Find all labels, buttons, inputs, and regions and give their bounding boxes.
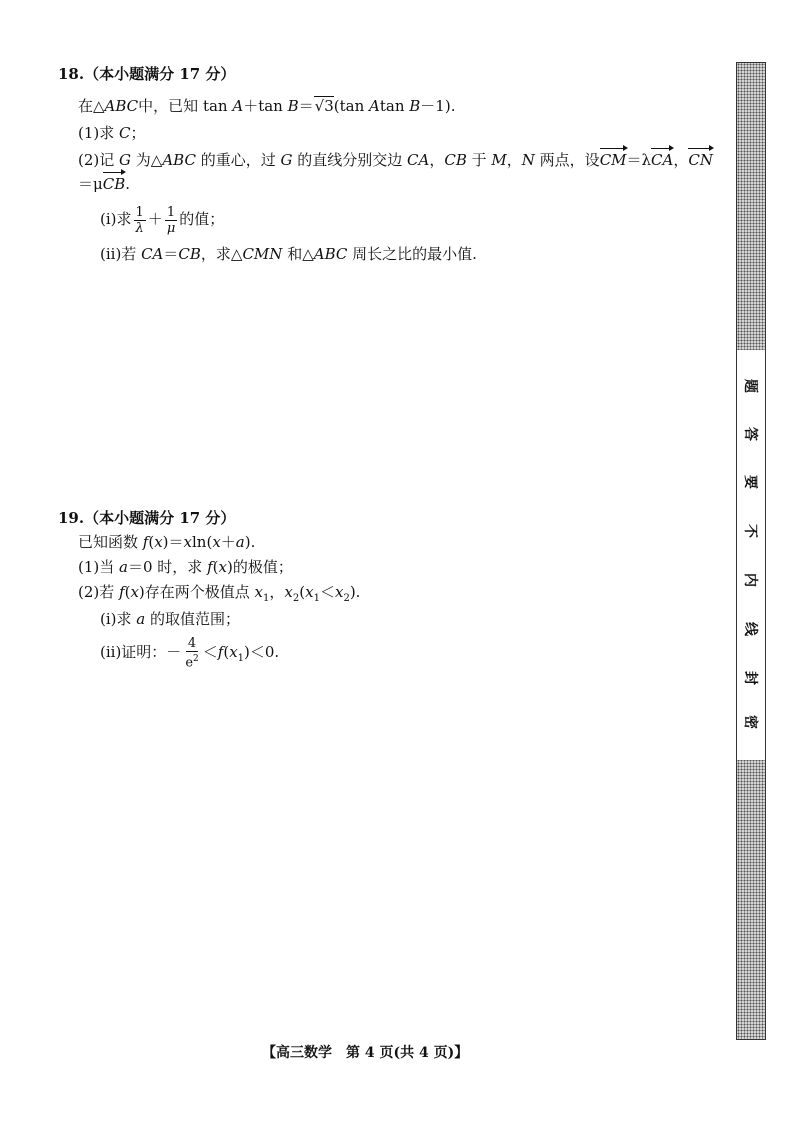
q19-var: x bbox=[284, 583, 293, 601]
q19-var: f bbox=[119, 583, 125, 601]
q18-stem-text: ＝ bbox=[298, 97, 314, 115]
q19-part1-text: (1)当 bbox=[78, 558, 120, 576]
seal-char: 要 bbox=[742, 475, 758, 489]
q19-var: f bbox=[142, 533, 149, 551]
fraction-1-over-lambda bbox=[134, 205, 146, 236]
q18-part2ii-text: ＝ bbox=[163, 245, 179, 263]
seal-char: 密 bbox=[742, 715, 758, 729]
q19-part2ii-text: ＜ bbox=[202, 643, 218, 662]
q19-part2ii-text: )＜0. bbox=[244, 643, 280, 662]
q18-var: CB bbox=[178, 245, 201, 263]
seal-char: 不 bbox=[742, 524, 758, 538]
fraction-numerator: 4 bbox=[187, 636, 197, 651]
q18-part2-text: 于 bbox=[466, 151, 492, 169]
q18-triangle: ABC bbox=[313, 245, 348, 263]
q19-part2-text: )存在两个极值点 bbox=[138, 583, 255, 601]
fraction-1-over-mu bbox=[165, 205, 177, 236]
fraction-numerator: 1 bbox=[135, 204, 144, 220]
q18-var: N bbox=[521, 151, 535, 169]
q18-part2-text: ＝λ bbox=[626, 151, 652, 169]
q18-triangle: CMN bbox=[242, 245, 283, 263]
q18-part2-text: . bbox=[125, 175, 131, 193]
q18-part2i-text: 的值； bbox=[179, 210, 225, 228]
vector-cn: CN bbox=[688, 151, 713, 169]
q18-stem-text: －1). bbox=[420, 97, 456, 115]
q19-part2-text: ). bbox=[349, 583, 361, 601]
q18-stem-text: ＋tan bbox=[243, 97, 288, 115]
fraction-denominator bbox=[183, 652, 200, 670]
q18-var: C bbox=[119, 124, 131, 142]
q19-var: a bbox=[235, 533, 245, 551]
q19-var: a bbox=[136, 610, 146, 628]
q19-part2-i bbox=[100, 609, 240, 629]
seal-char: 内 bbox=[742, 573, 758, 587]
q18-part2ii-text: 和△ bbox=[282, 245, 314, 263]
q19-var: f bbox=[207, 558, 213, 576]
q18-part2-text: (2)记 bbox=[78, 151, 120, 169]
q18-var: CA bbox=[141, 245, 164, 263]
seal-strip-text-area bbox=[736, 350, 766, 760]
fraction-denominator: λ bbox=[135, 220, 144, 236]
subscript: 2 bbox=[343, 593, 350, 604]
seal-char: 答 bbox=[742, 427, 758, 441]
q19-var: x bbox=[334, 583, 344, 601]
q18-triangle: ABC bbox=[162, 151, 196, 169]
q19-part2 bbox=[78, 582, 360, 609]
q18-part2-text: ， bbox=[506, 151, 522, 169]
q18-part1-text: ； bbox=[130, 124, 146, 142]
vector-cm: CM bbox=[599, 151, 627, 169]
q18-stem-text: 在△ bbox=[78, 97, 105, 115]
q18-heading: 18.（本小题满分 17 分） bbox=[58, 65, 236, 83]
fraction-denominator-base: e bbox=[185, 655, 194, 671]
fraction-denominator: μ bbox=[166, 220, 176, 236]
vector-ca: CA bbox=[651, 151, 674, 169]
q19-var: x bbox=[229, 643, 238, 662]
q19-part1-text: ( bbox=[212, 558, 219, 576]
q19-part2ii-text: ( bbox=[223, 643, 230, 662]
subscript: 2 bbox=[292, 593, 300, 604]
q19-var: x bbox=[254, 583, 264, 601]
q19-part2ii-text: (ii)证明：－ bbox=[100, 643, 182, 662]
q19-heading: 19.（本小题满分 17 分） bbox=[58, 509, 236, 527]
q19-stem-text: )＝ bbox=[162, 533, 184, 551]
q19-part2-text: ＜ bbox=[319, 583, 335, 601]
q18-part2ii-text: (ii)若 bbox=[100, 245, 142, 263]
q19-stem-text: ). bbox=[244, 533, 256, 551]
q19-stem-text: 已知函数 bbox=[78, 533, 143, 551]
q18-part2-cont bbox=[78, 174, 130, 194]
q19-var: a bbox=[119, 558, 128, 576]
q19-var: x bbox=[305, 583, 314, 601]
page-footer: 【高三数学 第 4 页(共 4 页)】 bbox=[262, 1045, 469, 1061]
q19-part2-text: ， bbox=[269, 583, 285, 601]
subscript: 1 bbox=[263, 593, 270, 604]
q18-var: CB bbox=[444, 151, 467, 169]
q19-var: x bbox=[130, 583, 139, 601]
q19-part1 bbox=[78, 557, 293, 577]
subscript: 1 bbox=[237, 653, 245, 665]
q18-stem-text: tan bbox=[379, 97, 410, 115]
q19-part2-text: (2)若 bbox=[78, 583, 120, 601]
q19-var: x bbox=[212, 533, 221, 551]
q18-part2-ii bbox=[100, 244, 477, 264]
q18-part2-text: ， bbox=[673, 151, 689, 169]
q18-stem-text: (tan bbox=[333, 97, 370, 115]
q18-part2 bbox=[78, 150, 713, 170]
q19-var: f bbox=[217, 643, 224, 662]
q18-stem bbox=[78, 96, 455, 116]
q18-part2i-text: (i)求 bbox=[100, 210, 132, 228]
seal-char: 封 bbox=[742, 671, 758, 685]
vector-cb: CB bbox=[102, 175, 126, 193]
q19-part2i-text: (i)求 bbox=[100, 610, 137, 628]
seal-char: 线 bbox=[742, 622, 758, 636]
q18-part2-text: 的重心，过 bbox=[195, 151, 281, 169]
q19-part2-text: ( bbox=[299, 583, 306, 601]
q18-part1-text: (1)求 bbox=[78, 124, 120, 142]
fraction-numerator: 1 bbox=[166, 204, 176, 220]
superscript: 2 bbox=[193, 654, 199, 664]
q18-var: CA bbox=[407, 151, 430, 169]
q19-var: x bbox=[183, 533, 192, 551]
q18-sqrt3: √3 bbox=[314, 97, 334, 115]
q18-part2ii-text: ，求△ bbox=[200, 245, 243, 263]
subscript: 1 bbox=[313, 593, 320, 604]
q19-var: x bbox=[218, 558, 227, 576]
q19-part2i-text: 的取值范围； bbox=[145, 610, 241, 628]
q18-var: G bbox=[280, 151, 293, 169]
q18-var: A bbox=[232, 97, 244, 115]
q18-var: M bbox=[491, 151, 507, 169]
q18-stem-text: 中，已知 tan bbox=[138, 97, 233, 115]
q18-part2-text: 两点，设 bbox=[534, 151, 600, 169]
q19-part1-text: )的极值； bbox=[226, 558, 293, 576]
q18-part2-i bbox=[100, 203, 224, 236]
q19-part1-text: ＝0 时，求 bbox=[127, 558, 208, 576]
q19-stem-text: ＋ bbox=[220, 533, 236, 551]
fraction-4-over-e2 bbox=[183, 636, 200, 670]
seal-char: 题 bbox=[742, 379, 758, 393]
q19-part2-ii bbox=[100, 636, 279, 675]
q18-var: A bbox=[369, 97, 380, 115]
q18-part2-text: ＝μ bbox=[78, 175, 103, 193]
q18-var: G bbox=[119, 151, 132, 169]
q18-var: B bbox=[409, 97, 421, 115]
q19-stem-text: ( bbox=[148, 533, 155, 551]
q19-stem bbox=[78, 532, 255, 552]
q18-part1 bbox=[78, 123, 146, 143]
q18-part2-text: 为△ bbox=[131, 151, 163, 169]
q18-part2ii-text: 周长之比的最小值. bbox=[347, 245, 477, 263]
q19-part2-text: ( bbox=[124, 583, 131, 601]
q18-triangle: ABC bbox=[104, 97, 139, 115]
q19-var: x bbox=[154, 533, 163, 551]
q19-stem-text: ln( bbox=[192, 533, 213, 551]
q18-var: B bbox=[287, 97, 299, 115]
q18-part2-text: ， bbox=[429, 151, 445, 169]
q18-part2i-text: ＋ bbox=[147, 210, 163, 228]
q18-part2-text: 的直线分别交边 bbox=[292, 151, 408, 169]
